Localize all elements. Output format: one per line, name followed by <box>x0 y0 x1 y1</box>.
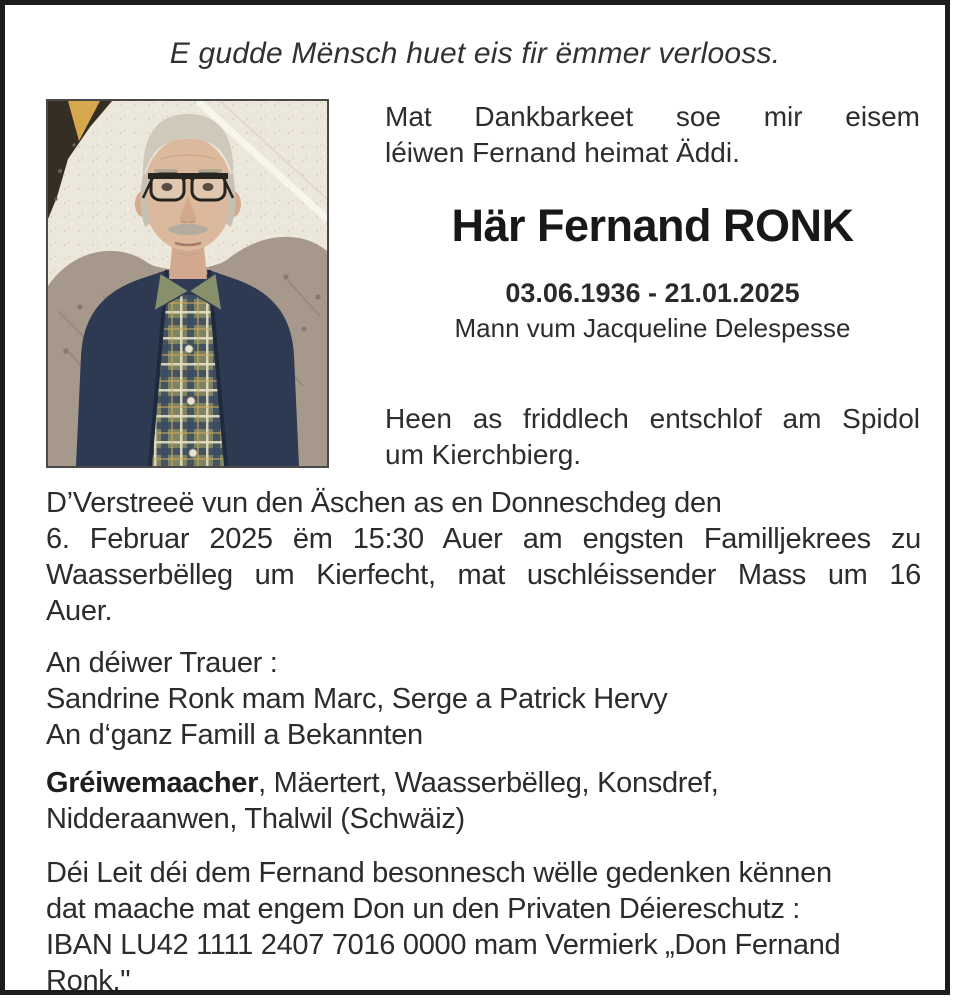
mourners-line: Sandrine Ronk mam Marc, Serge a Patrick Hervy <box>46 683 668 715</box>
residences-line: Nidderaanwen, Thalwil (Schwäiz) <box>46 803 465 835</box>
donation-line: Ronk." <box>46 965 131 995</box>
funeral-line: 6. Februar 2025 ëm 15:30 Auer am engsten Familljekrees zu <box>46 523 921 555</box>
life-dates: 03.06.1936 - 21.01.2025 <box>505 278 800 308</box>
funeral-line: D’Verstreeë vun den Äschen as en Donneschdeg den <box>46 487 722 519</box>
passing-line: Heen as friddlech entschlof am Spidol <box>385 403 920 434</box>
mourners-paragraph <box>46 645 921 753</box>
passing-paragraph <box>385 401 920 473</box>
residences-rest: , Mäertert, Waasserbëlleg, Konsdref, <box>258 767 719 799</box>
donation-line: Déi Leit déi dem Fernand besonnesch wëlle gedenken kënnen <box>46 857 832 889</box>
funeral-line: Waasserbëlleg um Kierfecht, mat uschléissender Mass um 16 <box>46 559 921 591</box>
deceased-name: Här Fernand RONK <box>451 200 854 251</box>
passing-line: um Kierchbierg. <box>385 439 582 470</box>
epigraph: E gudde Mënsch huet eis fir ëmmer verlooss. <box>169 37 781 70</box>
body-text <box>46 485 921 995</box>
funeral-line: Auer. <box>46 595 113 627</box>
portrait-photo <box>46 99 329 468</box>
residence-primary: Gréiwemaacher <box>46 767 259 799</box>
donation-line: IBAN LU42 1111 2407 7016 0000 mam Vermierk „Don Fernand <box>46 929 841 961</box>
residences-paragraph <box>46 765 921 837</box>
funeral-paragraph <box>46 485 921 629</box>
spouse-line: Mann vum Jacqueline Delespesse <box>454 313 851 343</box>
intro-line: léiwen Fernand heimat Äddi. <box>385 137 740 168</box>
mourners-line: An déiwer Trauer : <box>46 647 278 679</box>
intro-paragraph <box>385 99 920 171</box>
residences-line <box>46 765 921 801</box>
donation-line: dat maache mat engem Don un den Privaten Déiereschutz : <box>46 893 801 925</box>
mourners-line: An d‘ganz Famill a Bekannten <box>46 719 423 751</box>
top-section <box>46 99 920 473</box>
intro-column <box>385 99 920 473</box>
donation-paragraph <box>46 855 921 995</box>
intro-line: Mat Dankbarkeet soe mir eisem <box>385 101 920 132</box>
